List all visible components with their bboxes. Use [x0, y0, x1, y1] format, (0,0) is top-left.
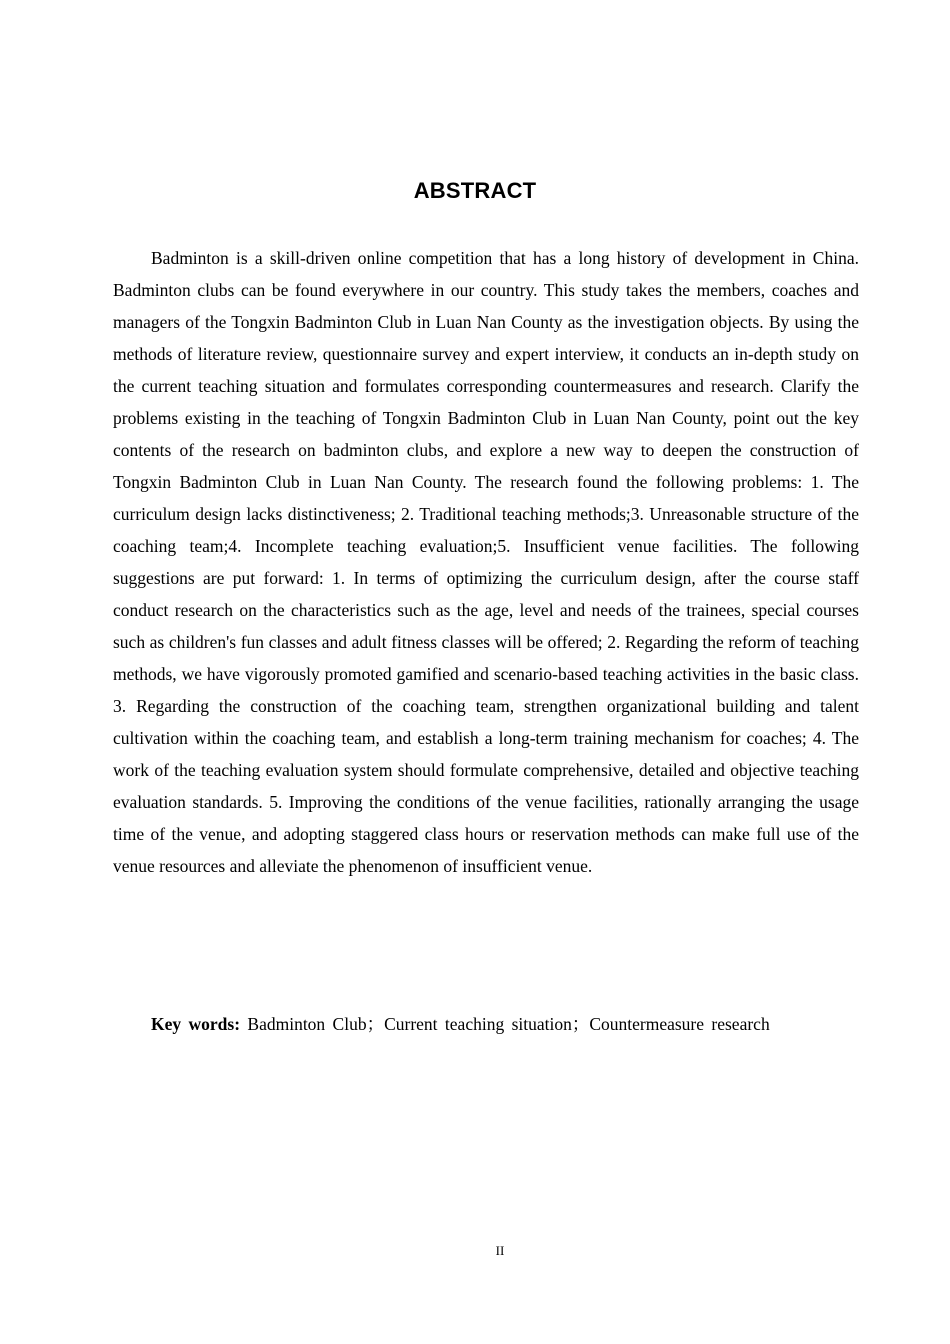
abstract-title: ABSTRACT — [413, 178, 537, 203]
keywords-text: Badminton Club；Current teaching situation；Countermeasure research — [247, 1014, 770, 1034]
keywords-label: Key words: — [151, 1014, 241, 1034]
keywords-line — [113, 1008, 859, 1040]
page-number: II — [495, 1243, 505, 1258]
abstract-body: Badminton is a skill-driven online competition that has a long history of development in China. Badminton clubs can be found everywhere in our country. This study takes the members, coaches and managers of the Tongxin Badminton Club in Luan Nan County as the investigation objects. By using the methods of literature review, questionnaire survey and expert interview, it conducts an in-depth study on the current teaching situation and formulates corresponding countermeasures and research. Clarify the problems existing in the teaching of Tongxin Badminton Club in Luan Nan County, point out the key contents of the research on badminton clubs, and explore a new way to deepen the construction of Tongxin Badminton Club in Luan Nan County. The research found the following problems: 1. The curriculum design lacks distinctiveness; 2. Traditional teaching methods;3. Unreasonable structure of the coaching team;4. Incomplete teaching evaluation;5. Insufficient venue facilities. The following suggestions are put forward: 1. In terms of optimizing the curriculum design, after the course staff conduct research on the characteristics such as the age, level and needs of the trainees, special courses such as children's fun classes and adult fitness classes will be offered; 2. Regarding the reform of teaching methods, we have vigorously promoted gamified and scenario-based teaching activities in the basic class. 3. Regarding the construction of the coaching team, strengthen organizational building and talent cultivation within the coaching team, and establish a long-term training mechanism for coaches; 4. The work of the teaching evaluation system should formulate comprehensive, detailed and objective teaching evaluation standards. 5. Improving the conditions of the venue facilities, rationally arranging the usage time of the venue, and adopting staggered class hours or reservation methods can make full use of the venue resources and alleviate the phenomenon of insufficient venue. — [113, 248, 859, 876]
